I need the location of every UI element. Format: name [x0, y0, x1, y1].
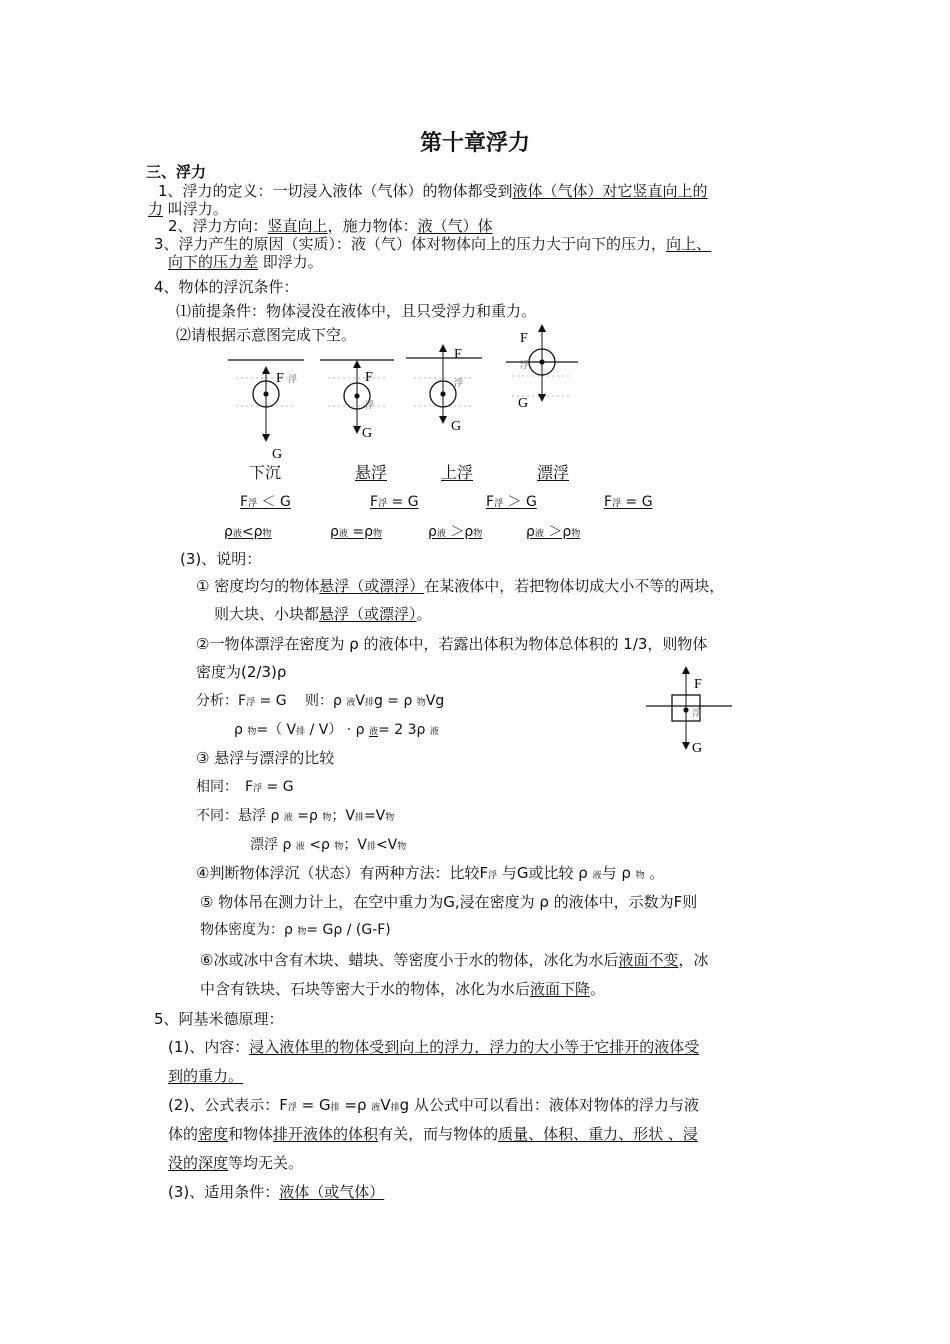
archimedes-answer: 浸入液体里的物体受到向上的浮力，浮力的大小等于它排开的液体受 — [249, 1038, 700, 1056]
rising-g-label: G — [451, 419, 462, 434]
density-symbol: ρ — [330, 524, 339, 540]
note-2-line-1: ②一物体漂浮在密度为 ρ 的液体中，若露出体积为物体总体积的 1/3，则物体 — [196, 635, 708, 653]
archimedes-answer: 排开液体的体积 — [273, 1125, 379, 1143]
formula-part: ；V — [331, 808, 355, 824]
premise-text: ⑴前提条件：物体浸没在液体中，且只受浮力和重力。 — [176, 302, 537, 320]
sinking-g-label: G — [272, 447, 283, 462]
note-text: 则大块、小块都 — [214, 605, 320, 623]
formula-part: <ρ — [304, 837, 335, 853]
formula-part: = G — [262, 779, 294, 795]
section-heading-buoyancy: 三、浮力 — [146, 163, 207, 181]
source-answer: 液（气）体 — [417, 217, 493, 235]
density-symbol: ρ — [526, 524, 535, 540]
formula-part: 不同：悬浮 ρ — [196, 808, 284, 824]
note-5-line-2 — [200, 920, 391, 942]
note-text: 。 — [590, 980, 606, 998]
block-f-label: F — [694, 677, 702, 692]
archimedes-formula-line-1 — [168, 1095, 699, 1118]
note-6-line-1 — [200, 950, 708, 970]
force-symbol: F — [486, 494, 495, 510]
note-1-line-1 — [196, 576, 724, 596]
sinking-f-label: F — [276, 371, 284, 386]
density-rising — [428, 522, 482, 544]
force-rising — [486, 492, 537, 514]
note-text: 在某液体中，若把物体切成大小不等的两块， — [424, 577, 725, 595]
formula-sub: 排 — [364, 698, 374, 708]
formula-sub: 物 — [297, 927, 307, 937]
block-fu-label: 浮 — [692, 708, 702, 718]
formula-sub: 液 — [346, 698, 356, 708]
state-sinking: 下沉 — [249, 463, 282, 482]
archimedes-text: (3)、适用条件： — [168, 1183, 280, 1201]
formula-part: =ρ — [292, 808, 323, 824]
direction-answer: 竖直向上 — [267, 217, 328, 235]
definition-text: 1、浮力的定义：一切浸入液体（气体）的物体都受到 — [158, 182, 513, 200]
force-suspended — [370, 492, 419, 514]
note-2-analysis — [196, 691, 444, 713]
archimedes-answer: 没的深度 — [168, 1154, 229, 1172]
force-relation: = G — [621, 494, 653, 510]
force-sub: 浮 — [612, 499, 622, 509]
archimedes-content-2 — [168, 1066, 243, 1086]
float-sink-diagrams — [0, 0, 950, 470]
page-title: 第十章浮力 — [419, 130, 530, 156]
diagram-sinking — [228, 360, 304, 462]
note-5-line-1: ⑤ 物体吊在测力计上，在空中重力为G,浸在密度为 ρ 的液体中，示数为F则 — [200, 893, 698, 911]
formula-sub: 物 — [322, 813, 332, 823]
state-suspended: 悬浮 — [355, 463, 388, 482]
note-text: 中含有铁块、石块等密大于水的物体，冰化为水后 — [200, 980, 531, 998]
formula-sub: 液 — [429, 727, 439, 737]
density-sub-2: 物 — [262, 529, 272, 539]
density-symbol: ρ — [428, 524, 437, 540]
archimedes-applicability — [168, 1182, 384, 1202]
note-6-line-2 — [200, 979, 605, 999]
formula-sub: 排 — [330, 1103, 340, 1113]
diagram-rising — [406, 347, 482, 434]
note-2-line-2: 密度为(2/3)ρ — [196, 663, 287, 681]
force-floating — [604, 492, 653, 514]
force-sub: 浮 — [248, 499, 258, 509]
notes-heading: (3)、说明： — [180, 550, 262, 568]
note-3-diff — [196, 806, 394, 828]
density-sub: 液 — [436, 529, 446, 539]
formula-sub: 物 — [247, 727, 257, 737]
block-g-label: G — [692, 741, 703, 756]
archimedes-formula-line-2 — [168, 1124, 698, 1144]
note-3-heading: ③ 悬浮与漂浮的比较 — [196, 749, 335, 767]
formula-sub: 浮 — [287, 1103, 297, 1113]
cause-text: 3、浮力产生的原因（实质）：液（气）体对物体向上的压力大于向下的压力， — [154, 235, 667, 253]
note-3-float — [250, 835, 406, 857]
archimedes-formula-line-3 — [168, 1153, 303, 1173]
formula-part: ρ — [234, 722, 248, 738]
formula-part: = G 则：ρ — [255, 693, 347, 709]
formula-sub: 液 — [592, 871, 602, 881]
formula-part: 分析：F — [196, 693, 247, 709]
formula-part: V — [355, 693, 365, 709]
note-text: 与G或比较 ρ — [497, 864, 593, 882]
formula-sub: 液 — [283, 813, 293, 823]
note-answer: 悬浮（或漂浮） — [319, 605, 417, 623]
formula-part: (2)、公式表示：F — [168, 1096, 288, 1114]
rising-fu-label: 浮 — [454, 378, 464, 388]
archimedes-text: 等均无关。 — [228, 1154, 304, 1172]
force-relation: ＞ G — [503, 494, 537, 510]
archimedes-text: 有关，而与物体的 — [378, 1125, 499, 1143]
force-relation: ＜ G — [257, 494, 291, 510]
note-text: ④判断物体浮沉（状态）有两种方法：比较F — [196, 864, 489, 882]
note-text: ⑥冰或冰中含有木块、蜡块、等密度小于水的物体，冰化为水后 — [200, 951, 619, 969]
archimedes-content-1 — [168, 1037, 699, 1057]
formula-part: = Gρ / (G-F) — [306, 922, 391, 938]
rising-f-label: F — [454, 347, 462, 362]
note-text: 。 — [644, 864, 665, 882]
archimedes-answer: 液体（或气体） — [279, 1183, 385, 1201]
formula-sub: 浮 — [253, 784, 263, 794]
definition-suffix: 叫浮力。 — [163, 200, 228, 218]
density-symbol: ρ — [224, 524, 233, 540]
suspended-fu-label: 浮 — [365, 400, 375, 410]
diagram-suspended — [320, 360, 394, 441]
floating-block-diagram — [640, 666, 740, 766]
force-symbol: F — [604, 494, 613, 510]
formula-sub: 物 — [635, 871, 645, 881]
density-sub: 液 — [232, 529, 242, 539]
force-symbol: F — [370, 494, 379, 510]
note-text: 与 ρ — [601, 864, 636, 882]
density-relation: ＞ρ — [543, 524, 572, 540]
definition-answer: 液体（气体）对它竖直向上的 — [512, 182, 708, 200]
formula-part: =V — [363, 808, 386, 824]
formula-sub: 物 — [334, 842, 344, 852]
direction-text: 2、浮力方向： — [168, 217, 268, 235]
note-text: 。 — [416, 605, 432, 623]
formula-sub: 物 — [416, 698, 426, 708]
state-floating: 漂浮 — [537, 463, 570, 482]
formula-part: <V — [375, 837, 398, 853]
force-symbol: F — [240, 494, 249, 510]
archimedes-text: 体的 — [168, 1125, 199, 1143]
diagram-floating — [506, 328, 578, 411]
formula-sub: 排 — [366, 842, 376, 852]
density-sub: 液 — [534, 529, 544, 539]
note-text: ① 密度均匀的物体 — [196, 577, 320, 595]
suspended-f-label: F — [365, 370, 373, 385]
note-1-line-2 — [214, 604, 432, 624]
diagram-instruction: ⑵请根据示意图完成下空。 — [176, 326, 357, 344]
formula-part: = 2 3ρ — [378, 722, 430, 738]
density-relation: =ρ — [347, 524, 373, 540]
formula-sub: 排 — [296, 727, 306, 737]
formula-part: ；V — [343, 837, 367, 853]
note-2-result — [234, 720, 439, 742]
archimedes-text: (1)、内容： — [168, 1038, 250, 1056]
density-relation: ＞ρ — [445, 524, 474, 540]
note-text: ，冰 — [678, 951, 709, 969]
archimedes-heading: 5、阿基米德原理： — [154, 1010, 284, 1028]
formula-part: 漂浮 ρ — [250, 837, 296, 853]
formula-part: =（ V — [256, 722, 297, 738]
force-relation: = G — [387, 494, 419, 510]
formula-part: g 从公式中可以看出：液体对物体的浮力与液 — [399, 1096, 699, 1114]
note-answer: 液面下降 — [530, 980, 591, 998]
note-answer: 悬浮（或漂浮） — [319, 577, 425, 595]
floating-f-label: F — [520, 331, 528, 346]
note-3-same — [196, 777, 294, 799]
state-rising: 上浮 — [441, 463, 474, 482]
floating-g-label: G — [518, 396, 529, 411]
formula-part: =ρ — [339, 1096, 372, 1114]
formula-sub: 物 — [397, 842, 407, 852]
sink-float-heading: 4、物体的浮沉条件： — [154, 278, 299, 296]
direction-mid: ，施力物体： — [327, 217, 418, 235]
density-floating — [526, 522, 580, 544]
density-sub-2: 物 — [372, 529, 382, 539]
note-4 — [196, 863, 664, 886]
force-sub: 浮 — [378, 499, 388, 509]
formula-sub: 液 — [369, 727, 379, 737]
density-sinking — [224, 522, 272, 544]
formula-part: V — [380, 1096, 391, 1114]
archimedes-text: 和物体 — [228, 1125, 274, 1143]
formula-sub: 排 — [390, 1103, 400, 1113]
density-suspended — [330, 522, 382, 544]
sinking-fu-label: 浮 — [288, 374, 298, 384]
density-relation: <ρ — [241, 524, 263, 540]
archimedes-answer: 密度 — [198, 1125, 229, 1143]
formula-sub: 物 — [385, 813, 395, 823]
formula-sub: 浮 — [246, 698, 256, 708]
formula-sub: 液 — [371, 1103, 381, 1113]
density-sub: 液 — [338, 529, 348, 539]
formula-sub: 浮 — [488, 871, 498, 881]
density-sub-2: 物 — [571, 529, 581, 539]
force-sinking — [240, 492, 291, 514]
cause-answer: 向上、 — [666, 235, 712, 253]
force-sub: 浮 — [494, 499, 504, 509]
formula-sub: 排 — [354, 813, 364, 823]
cause-suffix: 即浮力。 — [258, 253, 323, 271]
formula-sub: 液 — [295, 842, 305, 852]
formula-part: = G — [296, 1096, 331, 1114]
archimedes-answer: 质量、体积、重力、形状 、浸 — [498, 1125, 698, 1143]
formula-part: g = ρ — [373, 693, 417, 709]
formula-part: / V） · ρ — [305, 722, 370, 738]
density-sub-2: 物 — [473, 529, 483, 539]
floating-fu-label: 浮 — [520, 360, 530, 370]
archimedes-answer: 到的重力。 — [168, 1067, 244, 1085]
formula-part: 物体密度为：ρ — [200, 922, 298, 938]
formula-part: 相同： F — [196, 779, 254, 795]
note-answer: 液面不变 — [618, 951, 679, 969]
cause-answer-2: 向下的压力差 — [168, 253, 259, 271]
formula-part: Vg — [425, 693, 445, 709]
definition-answer-2: 力 — [148, 200, 164, 218]
suspended-g-label: G — [362, 426, 373, 441]
